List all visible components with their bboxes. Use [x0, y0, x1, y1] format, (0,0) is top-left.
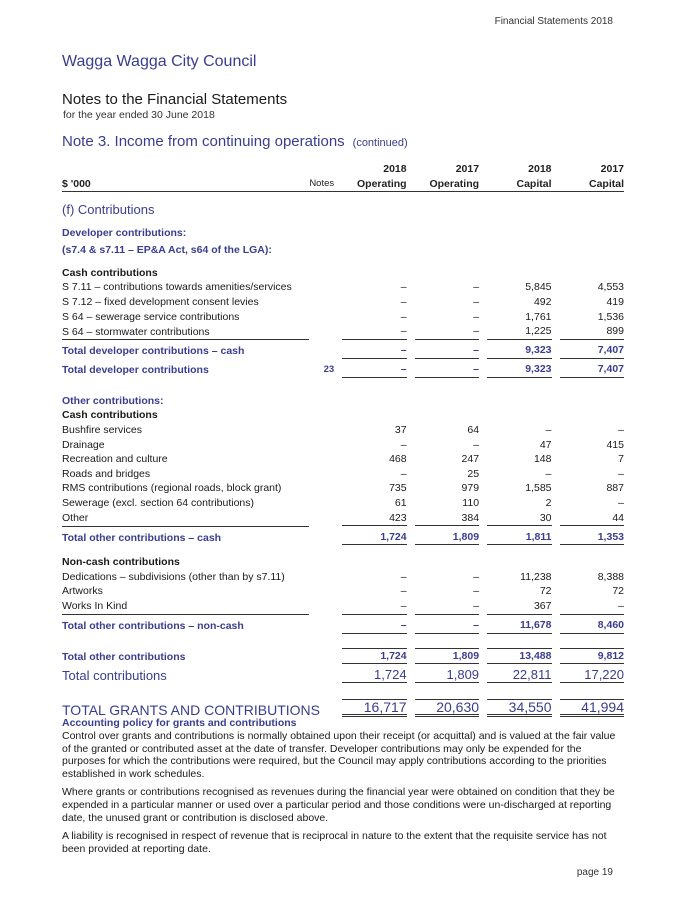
cell: 30 [487, 511, 551, 527]
cell: – [342, 343, 406, 359]
table-row [62, 511, 624, 527]
table-row [62, 438, 624, 453]
total-row [62, 359, 624, 378]
cell: 1,809 [415, 648, 479, 665]
notes-header: Notes [309, 177, 334, 192]
cell: 1,724 [342, 530, 406, 546]
cell: 16,717 [342, 699, 406, 718]
cell: 1,811 [487, 530, 551, 546]
cell: – [415, 324, 479, 340]
total-row [62, 526, 624, 545]
table-row [62, 280, 624, 295]
cell: 1,761 [525, 310, 552, 323]
cell: – [473, 585, 480, 598]
contributions-table [62, 162, 624, 717]
cell: 367 [487, 599, 551, 615]
cell: 384 [415, 511, 479, 527]
accounting-policy [62, 717, 622, 861]
cell: – [618, 424, 624, 437]
row-label: Other [62, 511, 309, 527]
developer-title: Developer contributions: [62, 226, 187, 239]
running-header: Financial Statements 2018 [494, 16, 613, 27]
cell: – [560, 599, 625, 615]
cell: 110 [462, 497, 480, 509]
table-row [62, 481, 624, 496]
row-label: S 7.11 – contributions towards amenities/services [62, 281, 292, 294]
total-label: Total other contributions – cash [62, 531, 222, 544]
cell: – [618, 497, 624, 509]
cell: – [415, 343, 479, 359]
section-f-row [62, 200, 624, 218]
cell: 9,323 [487, 362, 551, 378]
cell: 1,809 [415, 668, 479, 684]
cell: 1,724 [342, 668, 406, 684]
note-continued: (continued) [352, 137, 408, 149]
unit-label: $ '000 [62, 177, 309, 192]
row-label: Recreation and culture [62, 453, 168, 466]
total-label: Total contributions [62, 667, 167, 683]
row-label: Bushfire services [62, 424, 142, 437]
cell: 247 [461, 453, 480, 466]
total-row [62, 340, 624, 359]
page-number: page 19 [576, 867, 613, 878]
grand-total-label: TOTAL GRANTS AND CONTRIBUTIONS [62, 701, 320, 718]
cell: – [400, 570, 407, 583]
other-title: Other contributions: [62, 394, 164, 407]
cell: 1,724 [342, 648, 406, 665]
cell: 1,809 [415, 530, 479, 546]
total-row [62, 648, 624, 665]
table-row [62, 324, 624, 340]
row-label: RMS contributions (regional roads, block grant) [62, 482, 282, 495]
total-label: Total developer contributions – cash [62, 345, 245, 358]
cell: 979 [461, 482, 480, 495]
cell: 47 [539, 438, 552, 451]
notes-title: Notes to the Financial Statements [62, 91, 288, 108]
year-col-3: 2018 [528, 163, 552, 175]
cell: 1,585 [525, 482, 552, 495]
row-label: Works In Kind [62, 599, 309, 615]
cell: 899 [560, 324, 625, 340]
row-label: S 64 – stormwater contributions [62, 324, 309, 340]
cell: – [473, 310, 480, 323]
cell: 887 [606, 482, 624, 495]
row-label: S 64 – sewerage service contributions [62, 310, 240, 323]
table-row [62, 584, 624, 599]
type-col-2: Operating [407, 177, 479, 192]
cell: – [415, 599, 479, 615]
table-row [62, 496, 624, 511]
type-col-1: Operating [334, 177, 406, 192]
cell: – [473, 570, 480, 583]
total-label: Total other contributions – non-cash [62, 619, 244, 632]
cell: – [415, 362, 479, 378]
cell: – [400, 467, 407, 480]
note-ref: 23 [323, 364, 335, 376]
cell: 735 [389, 482, 407, 495]
cell: 17,220 [560, 668, 625, 684]
row-label: Dedications – subdivisions (other than by s7.11) [62, 570, 285, 583]
cell: 8,388 [597, 570, 624, 583]
cell: 13,488 [487, 648, 551, 665]
policy-paragraph: A liability is recognised in respect of revenue that is reciprocal in nature to the extent that the requisite service has not been provided at reporting date. [62, 830, 607, 855]
cell: 2 [545, 497, 552, 509]
cell: 34,550 [487, 699, 551, 718]
header-row-years [62, 162, 624, 177]
row-label: S 7.12 – fixed development consent levies [62, 296, 259, 309]
total-row [62, 664, 624, 683]
cell: – [342, 362, 406, 378]
cell: 9,812 [560, 648, 625, 665]
cell: 1,536 [597, 310, 624, 323]
cell: 8,460 [560, 618, 625, 634]
cell: – [342, 324, 406, 340]
cell: 44 [560, 511, 625, 527]
year-col-2: 2017 [455, 163, 480, 175]
cell: 72 [539, 585, 552, 598]
cell: 1,225 [487, 324, 551, 340]
council-name: Wagga Wagga City Council [62, 53, 257, 70]
cell: – [545, 467, 552, 480]
cell: 7 [618, 453, 624, 466]
cell: – [400, 310, 407, 323]
cell: 1,353 [560, 530, 625, 546]
cell: 7,407 [560, 362, 625, 378]
cell: 72 [612, 585, 624, 598]
table-row [62, 310, 624, 325]
row-label: Sewerage (excl. section 64 contributions) [62, 497, 255, 509]
type-col-4: Capital [552, 177, 625, 192]
cell: – [473, 281, 480, 294]
total-row [62, 615, 624, 634]
cell: 37 [394, 424, 407, 437]
cell: – [415, 618, 479, 634]
cell: 5,845 [525, 281, 552, 294]
section-f-heading: (f) Contributions [62, 202, 155, 218]
table-row [62, 467, 624, 482]
row-label: Drainage [62, 438, 105, 451]
table-row [62, 599, 624, 615]
developer-subtitle: (s7.4 & s7.11 – EP&A Act, s64 of the LGA): [62, 244, 272, 257]
grand-total-row [62, 697, 624, 717]
cell: 423 [342, 511, 406, 527]
table-row [62, 295, 624, 310]
cell: 11,238 [520, 570, 552, 583]
cell: 61 [394, 497, 407, 509]
cell: – [473, 296, 480, 309]
cell: 64 [467, 424, 480, 437]
other-cash-heading: Cash contributions [62, 409, 158, 422]
cell: 25 [467, 467, 480, 480]
cell: 468 [389, 453, 407, 466]
cell: – [400, 281, 407, 294]
note-heading [62, 133, 408, 150]
cell: 7,407 [560, 343, 625, 359]
cell: – [342, 599, 406, 615]
table-row [62, 452, 624, 467]
cell: – [400, 296, 407, 309]
type-col-3: Capital [479, 177, 551, 192]
header-row-types [62, 177, 624, 192]
cell: 41,994 [560, 699, 625, 718]
cell: – [545, 424, 552, 437]
cell: 4,553 [597, 281, 624, 294]
cell: 415 [606, 438, 624, 451]
period-subtitle: for the year ended 30 June 2018 [63, 109, 215, 121]
noncash-heading: Non-cash contributions [62, 556, 180, 569]
cell: – [400, 585, 407, 598]
total-label: Total other contributions [62, 650, 186, 663]
cell: – [342, 618, 406, 634]
row-label: Roads and bridges [62, 467, 151, 480]
total-label: Total developer contributions [62, 364, 209, 377]
cell: – [473, 438, 480, 451]
year-col-1: 2018 [383, 163, 407, 175]
cell: 419 [606, 296, 624, 309]
table-row [62, 423, 624, 438]
cell: 22,811 [487, 668, 551, 684]
table-row [62, 570, 624, 585]
cell: – [400, 438, 407, 451]
cell: 148 [533, 453, 552, 466]
cell: 492 [533, 296, 552, 309]
policy-paragraph: Where grants or contributions recognised as revenues during the financial year were obtained on condition that they be expended in a particular manner or used over a particular period and those conditions were un-discharged at reporting date, the unused grant or contribution is disclosed above. [62, 786, 615, 824]
policy-paragraph: Control over grants and contributions is normally obtained upon their receipt (or acquittal) and is valued at the fair value of the granted or contributed asset at the date of transfer. Developer contributions may only be expended for the purposes for which the contributions were required, but the Council may apply contributions according to the priorities established in work schedules. [62, 730, 616, 780]
note-title: Note 3. Income from continuing operations [62, 133, 345, 150]
cell: 9,323 [487, 343, 551, 359]
cell: 20,630 [415, 699, 479, 718]
cell: – [618, 467, 624, 480]
row-label: Artworks [62, 585, 103, 598]
cell: 11,678 [487, 618, 551, 634]
policy-heading: Accounting policy for grants and contributions [62, 717, 297, 729]
year-col-4: 2017 [600, 163, 624, 175]
developer-cash-heading: Cash contributions [62, 266, 158, 279]
